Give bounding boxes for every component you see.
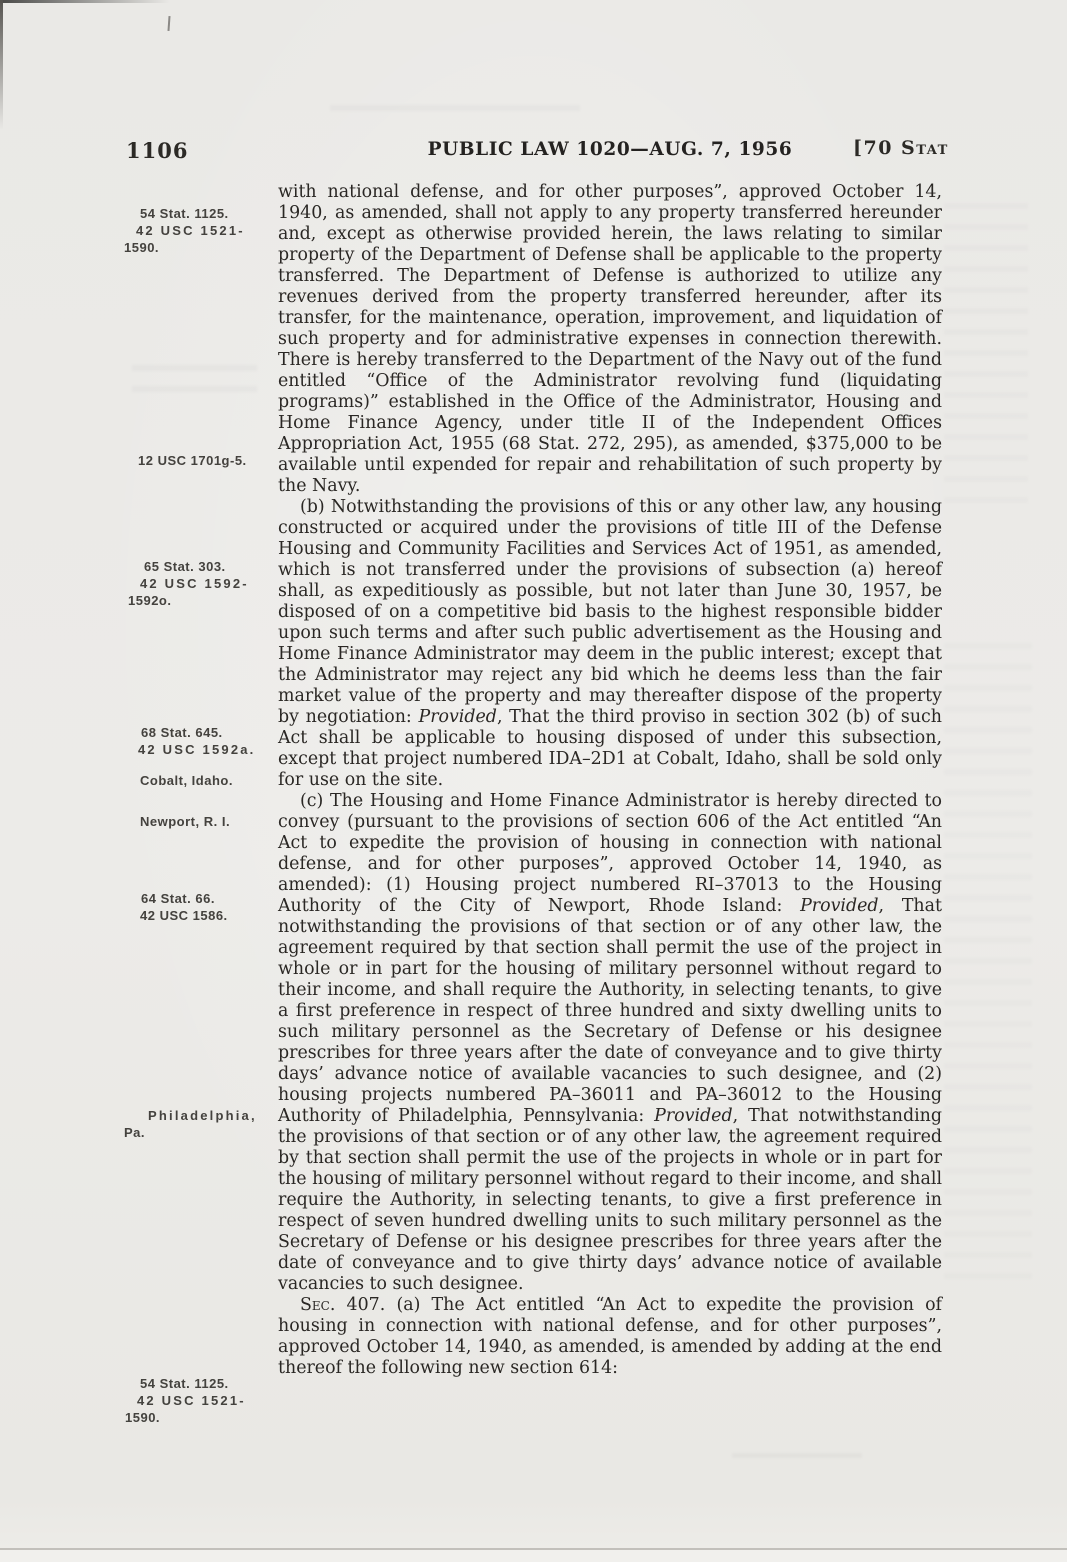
margin-note-line: 1592o. xyxy=(128,593,172,608)
margin-notes xyxy=(0,0,276,1562)
margin-note-line: 12 USC 1701g-5. xyxy=(138,453,247,468)
margin-note xyxy=(124,772,274,789)
bleedthrough-ghost xyxy=(330,92,580,116)
page-number: 1106 xyxy=(126,138,189,163)
running-title: PUBLIC LAW 1020—AUG. 7, 1956 xyxy=(427,139,793,160)
text-segment: (c) The Housing and Home Finance Administrator is hereby directed to convey (pursuant to the provisions of section 606 of the Act entitled “An Act to expedite the provision of housing in connection with national defense, and for other purposes”, approved October 14, 1940, as amended): (1) Housing project numbered RI–37013 to the Housing Authority of the City of Newport, Rhode Island: xyxy=(278,791,942,916)
bleedthrough-ghost xyxy=(944,630,1032,1290)
margin-note-line: 42 USC 1586. xyxy=(140,908,228,923)
bleedthrough-ghost xyxy=(944,190,1028,510)
margin-note xyxy=(124,452,274,469)
bleedthrough-ghost xyxy=(732,1440,862,1458)
margin-note-line: Cobalt, Idaho. xyxy=(140,773,233,788)
text-segment: Provided xyxy=(800,896,879,916)
margin-note xyxy=(124,1375,274,1426)
statutes-volume-ref: [70 Stat xyxy=(853,137,949,159)
text-segment: , That notwithstanding the provisions of that section or of any other law, the agreement required by that section shall permit the use of the project in whole or in part for the housing of military personnel without regard to their income, and shall require the Authority, in selecting tenants, to give a first preference in respect of three hundred and sixty dwelling units to such military personnel as the Secretary of Defense or his designee prescribes for three years after the date of conveyance and to give thirty days’ advance notice of available vacancies to such designee, and (2) housing projects numbered PA–36011 and PA–36012 to the Housing Authority of Philadelphia, Pennsylvania: xyxy=(278,896,942,1126)
text-segment: Sec xyxy=(300,1295,330,1315)
margin-note-line: Philadelphia, xyxy=(148,1108,257,1123)
margin-note-line: Pa. xyxy=(124,1125,146,1140)
paragraph xyxy=(278,182,942,497)
paragraph xyxy=(278,497,942,791)
text-segment: Provided xyxy=(418,707,497,727)
margin-note-line: 68 Stat. 645. xyxy=(141,725,223,740)
margin-note xyxy=(124,890,274,924)
margin-note-line: 1590. xyxy=(125,1410,161,1425)
margin-note-line: 54 Stat. 1125. xyxy=(140,1376,229,1391)
margin-note-line: 54 Stat. 1125. xyxy=(140,206,229,221)
text-segment: . 407. (a) The Act entitled “An Act to expedite the provision of housing in connection with national defense, and for other purposes”, approved October 14, 1940, as amended, is amended by adding at the end thereof the following new section 614: xyxy=(278,1295,942,1378)
text-segment: , That notwithstanding the provisions of that section or of any other law, the agreement required by that section shall permit the use of the projects in whole or in part for the housing of military personnel without regard to their income, and shall require the Authority, in selecting tenants, to give a first preference in respect of seven hundred dwelling units to such military personnel as the Secretary of Defense or his designee prescribes for three years after the date of conveyance and to give thirty days’ advance notice of available vacancies to such designee. xyxy=(278,1106,943,1294)
margin-note-line: 42 USC 1521- xyxy=(136,223,245,238)
margin-note-line: 42 USC 1592a. xyxy=(138,742,256,757)
margin-note xyxy=(124,1107,274,1141)
body-text xyxy=(278,182,942,1379)
paragraph xyxy=(278,1295,942,1379)
text-segment: Provided xyxy=(654,1106,733,1126)
margin-note-line: Newport, R. I. xyxy=(140,814,231,829)
margin-note xyxy=(124,724,274,758)
margin-note-line: 42 USC 1521- xyxy=(137,1393,246,1408)
paragraph xyxy=(278,791,942,1295)
margin-note xyxy=(124,558,274,609)
margin-note xyxy=(124,205,274,256)
text-segment: with national defense, and for other purposes”, approved October 14, 1940, as amended, shall not apply to any property transferred hereunder and, except as otherwise provided herein, the laws relating to similar property of the Department of Defense shall be applicable to the property transferred. The Department of Defense is authorized to utilize any revenues derived from the property transferred hereunder, after its transfer, for the maintenance, operation, improvement, and liquidation of such property and for administrative expenses in connection therewith. There is hereby transferred to the Department of the Navy out of the fund entitled “Office of the Administrator revolving fund (liquidating programs)” established in the Office of the Administrator, Housing and Home Finance Agency, under title II of the Independent Offices Appropriation Act, 1955 (68 Stat. 272, 295), as amended, $375,000 to be available until expended for repair and rehabilitation of such property by the Navy. xyxy=(278,182,942,496)
margin-note-line: 65 Stat. 303. xyxy=(144,559,226,574)
margin-note-line: 1590. xyxy=(124,240,160,255)
margin-note xyxy=(124,813,274,830)
margin-note-line: 42 USC 1592- xyxy=(140,576,249,591)
text-segment: (b) Notwithstanding the provisions of this or any other law, any housing constructed or acquired under the provisions of title III of the Defense Housing and Community Facilities and Services Act of 1951, as amended, which is not transferred under the provisions of subsection (a) hereof shall, as expeditiously as possible, but not later than June 30, 1957, be disposed of on a competitive bid basis to the highest responsible bidder upon such terms and after such public advertisement as the Housing and Home Finance Administrator may deem in the public interest; except that the Administrator may reject any bid which he deems less than the fair market value of the property and may thereafter dispose of the property by negotiation: xyxy=(278,497,942,727)
margin-note-line: 64 Stat. 66. xyxy=(141,891,215,906)
text-segment: , That the third proviso in section 302 (b) of such Act shall be applicable to housing disposed of under this subsection, except that project numbered IDA–2D1 at Cobalt, Idaho, shall be sold only for use on the site. xyxy=(278,707,942,790)
